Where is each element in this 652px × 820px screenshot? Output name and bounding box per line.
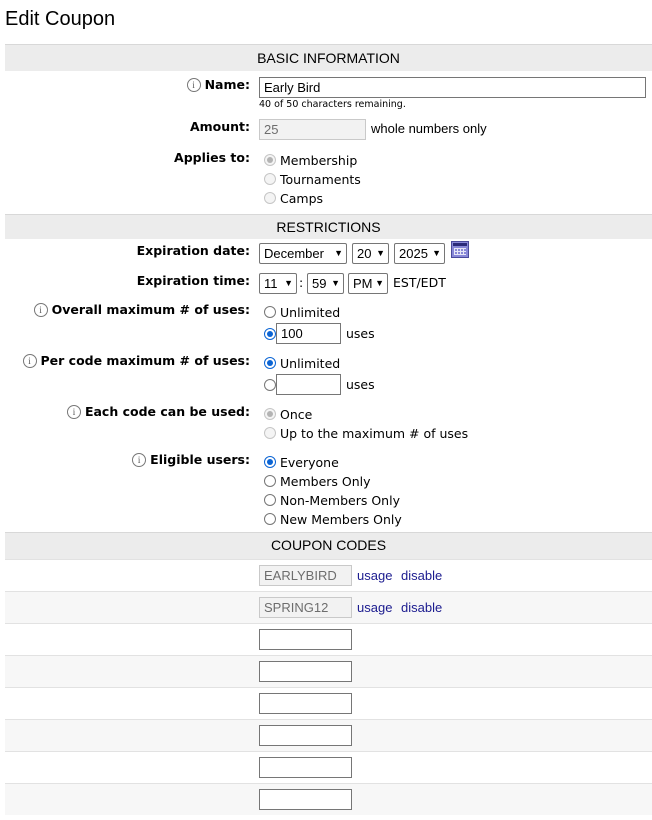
chevron-down-icon: ▼ bbox=[284, 278, 293, 288]
eligible-users-label: i Eligible users: bbox=[132, 452, 250, 468]
coupon-codes-list bbox=[5, 559, 652, 819]
expiration-time-label: Expiration time: bbox=[136, 273, 250, 288]
radio-icon[interactable] bbox=[264, 306, 276, 318]
amount-label: Amount: bbox=[189, 119, 250, 134]
timezone-label: EST/EDT bbox=[393, 275, 446, 290]
info-icon[interactable]: i bbox=[34, 303, 48, 317]
coupon-code-row bbox=[5, 559, 652, 591]
coupon-code-row bbox=[5, 623, 652, 655]
coupon-code-input[interactable] bbox=[259, 725, 352, 746]
applies-option-membership[interactable]: Membership bbox=[264, 152, 357, 168]
time-separator: : bbox=[299, 275, 304, 290]
disable-link[interactable]: disable bbox=[401, 600, 443, 615]
chevron-down-icon: ▼ bbox=[375, 278, 384, 288]
chevron-down-icon: ▼ bbox=[432, 248, 441, 258]
eligible-non-members-option[interactable]: Non-Members Only bbox=[264, 492, 400, 508]
each-code-once-option[interactable]: Once bbox=[264, 406, 312, 422]
radio-icon[interactable] bbox=[264, 328, 276, 340]
overall-unlimited-option[interactable]: Unlimited bbox=[264, 304, 340, 320]
disable-link[interactable]: disable bbox=[401, 568, 443, 583]
chevron-down-icon: ▼ bbox=[376, 248, 385, 258]
expiration-hour-select[interactable]: 11 ▼ bbox=[259, 273, 297, 294]
radio-icon[interactable] bbox=[264, 192, 276, 204]
amount-input[interactable]: 25 bbox=[259, 119, 366, 140]
each-code-max-option[interactable]: Up to the maximum # of uses bbox=[264, 425, 468, 441]
per-code-max-uses-input[interactable] bbox=[276, 374, 341, 395]
usage-link[interactable]: usage bbox=[357, 568, 393, 583]
radio-icon[interactable] bbox=[264, 379, 276, 391]
coupon-code-input[interactable] bbox=[259, 789, 352, 810]
coupon-code-input[interactable] bbox=[259, 661, 352, 682]
overall-limited-option[interactable]: 100 uses bbox=[264, 323, 375, 344]
coupon-code-row bbox=[5, 783, 652, 815]
name-label: i Name: bbox=[187, 77, 250, 93]
expiration-year-select[interactable]: 2025 ▼ bbox=[394, 243, 445, 264]
info-icon[interactable]: i bbox=[23, 354, 37, 368]
name-input[interactable]: Early Bird bbox=[259, 77, 646, 98]
expiration-day-select[interactable]: 20 ▼ bbox=[352, 243, 389, 264]
radio-icon[interactable] bbox=[264, 427, 276, 439]
applies-to-label: Applies to: bbox=[174, 150, 250, 165]
section-coupon-codes: COUPON CODES bbox=[5, 532, 652, 559]
coupon-code-input[interactable]: EARLYBIRD bbox=[259, 565, 352, 586]
coupon-code-row bbox=[5, 655, 652, 687]
calendar-icon[interactable] bbox=[451, 241, 469, 258]
radio-icon[interactable] bbox=[264, 513, 276, 525]
eligible-new-members-option[interactable]: New Members Only bbox=[264, 511, 402, 527]
per-code-max-uses-label: i Per code maximum # of uses: bbox=[23, 353, 251, 369]
amount-note: whole numbers only bbox=[371, 121, 487, 136]
coupon-code-row bbox=[5, 751, 652, 783]
edit-coupon-form bbox=[5, 44, 652, 819]
chevron-down-icon: ▼ bbox=[331, 278, 340, 288]
restrictions-section-body bbox=[5, 239, 652, 564]
per-code-limited-option[interactable]: uses bbox=[264, 374, 375, 395]
radio-icon[interactable] bbox=[264, 154, 276, 166]
overall-max-uses-input[interactable]: 100 bbox=[276, 323, 341, 344]
eligible-everyone-option[interactable]: Everyone bbox=[264, 454, 339, 470]
coupon-code-input[interactable] bbox=[259, 629, 352, 650]
radio-icon[interactable] bbox=[264, 456, 276, 468]
coupon-code-input[interactable] bbox=[259, 693, 352, 714]
coupon-code-row bbox=[5, 687, 652, 719]
per-code-unlimited-option[interactable]: Unlimited bbox=[264, 355, 340, 371]
name-char-counter: 40 of 50 characters remaining. bbox=[259, 99, 406, 110]
expiration-date-label: Expiration date: bbox=[136, 243, 250, 258]
applies-option-camps[interactable]: Camps bbox=[264, 190, 323, 206]
usage-link[interactable]: usage bbox=[357, 600, 393, 615]
each-code-used-label: i Each code can be used: bbox=[67, 404, 250, 420]
radio-icon[interactable] bbox=[264, 408, 276, 420]
basic-section-body bbox=[5, 71, 652, 214]
chevron-down-icon: ▼ bbox=[334, 248, 343, 258]
expiration-month-select[interactable]: December ▼ bbox=[259, 243, 347, 264]
info-icon[interactable]: i bbox=[187, 78, 201, 92]
eligible-members-only-option[interactable]: Members Only bbox=[264, 473, 371, 489]
radio-icon[interactable] bbox=[264, 357, 276, 369]
expiration-ampm-select[interactable]: PM ▼ bbox=[348, 273, 388, 294]
radio-icon[interactable] bbox=[264, 475, 276, 487]
coupon-code-input[interactable]: SPRING12 bbox=[259, 597, 352, 618]
coupon-code-input[interactable] bbox=[259, 757, 352, 778]
info-icon[interactable]: i bbox=[67, 405, 81, 419]
section-restrictions: RESTRICTIONS bbox=[5, 214, 652, 239]
applies-option-tournaments[interactable]: Tournaments bbox=[264, 171, 361, 187]
radio-icon[interactable] bbox=[264, 173, 276, 185]
page-title: Edit Coupon bbox=[5, 8, 116, 30]
overall-max-uses-label: i Overall maximum # of uses: bbox=[34, 302, 250, 318]
coupon-code-row bbox=[5, 719, 652, 751]
expiration-minute-select[interactable]: 59 ▼ bbox=[307, 273, 344, 294]
coupon-code-row bbox=[5, 591, 652, 623]
info-icon[interactable]: i bbox=[132, 453, 146, 467]
radio-icon[interactable] bbox=[264, 494, 276, 506]
section-basic-information: BASIC INFORMATION bbox=[5, 44, 652, 71]
